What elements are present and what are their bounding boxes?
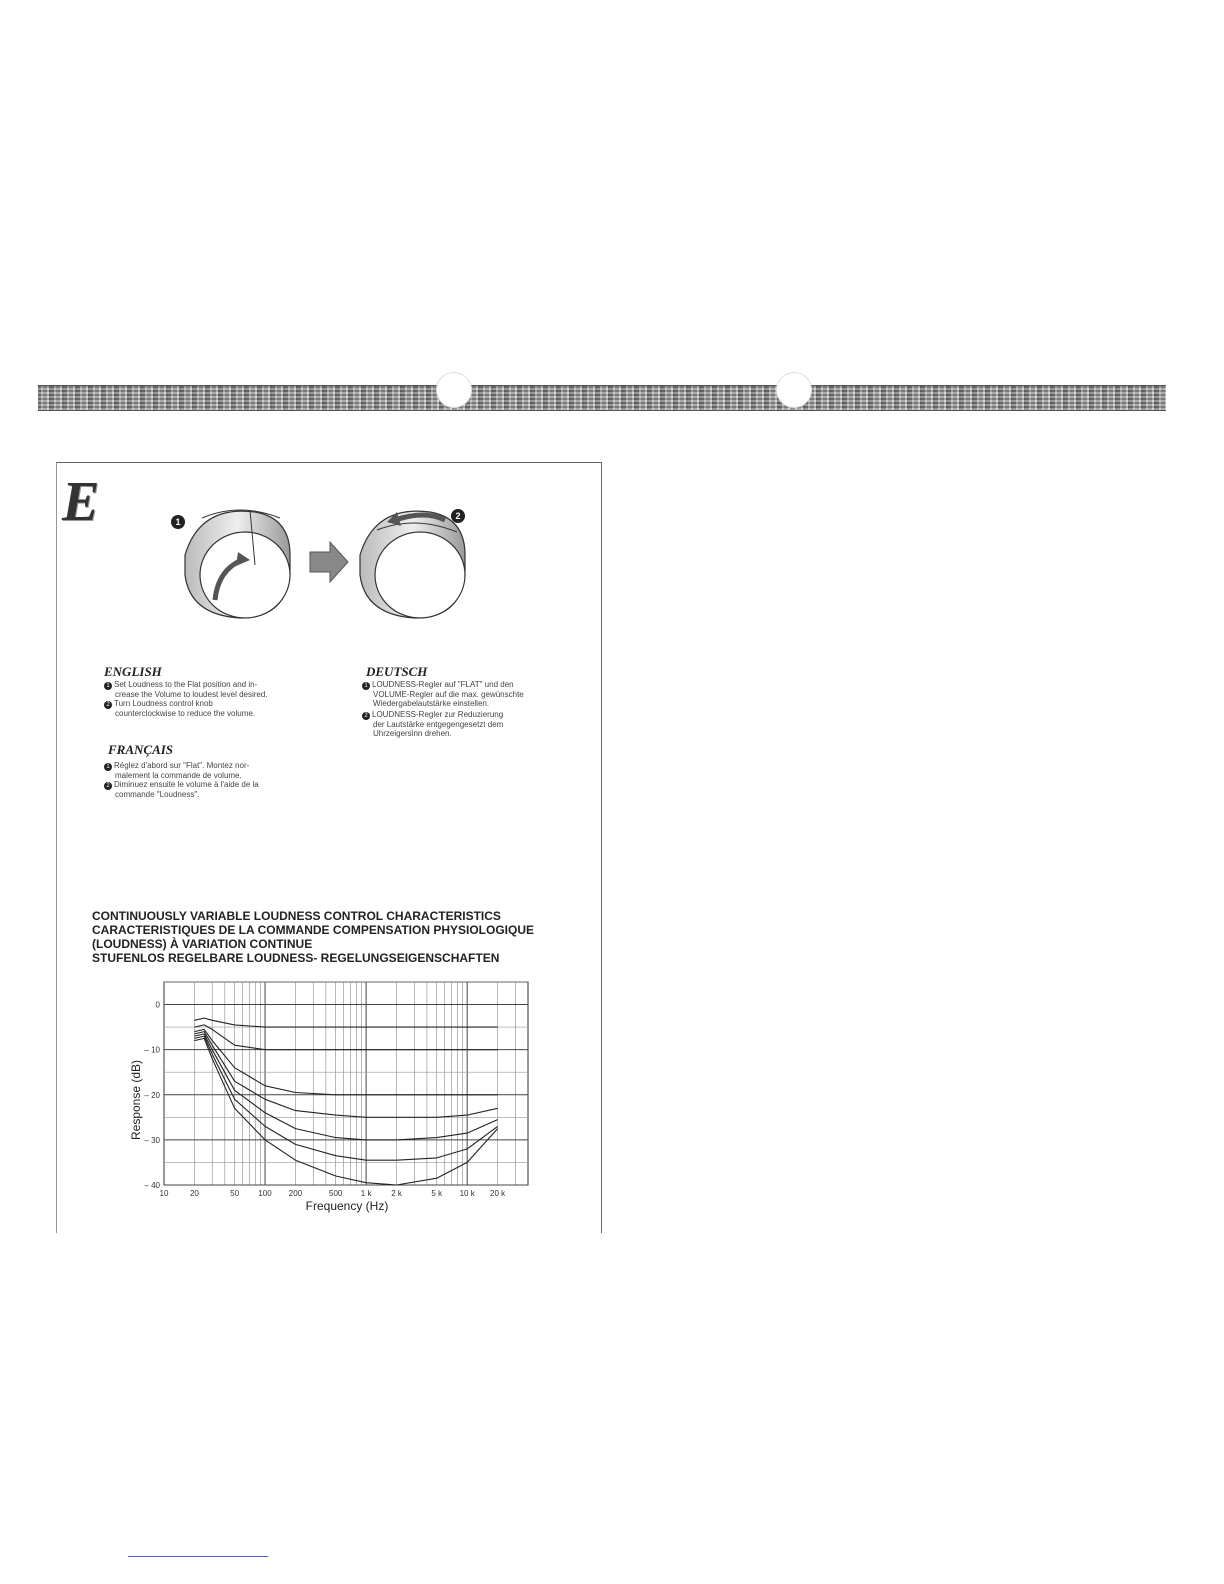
chart-curves <box>194 1018 497 1185</box>
chart-title-1: CONTINUOUSLY VARIABLE LOUDNESS CONTROL CHARACTERISTICS <box>92 909 501 923</box>
y-tick-label: – 40 <box>144 1181 160 1190</box>
arrow-right-icon <box>310 542 348 582</box>
response-curve-2 <box>194 1025 497 1050</box>
francais-step-2-line-2: commande "Loudness". <box>115 790 200 799</box>
y-axis-ticks <box>144 1001 160 1190</box>
english-step-1-line-2: crease the Volume to loudest level desired. <box>115 690 268 699</box>
knob-before-icon <box>185 510 290 618</box>
chart-title-4: STUFENLOS REGELBARE LOUDNESS- REGELUNGSEIGENSCHAFTEN <box>92 951 500 965</box>
y-tick-label: – 20 <box>144 1090 160 1100</box>
francais-step-2 <box>104 780 314 799</box>
deutsch-step-1-line-1: LOUDNESS-Regler auf "FLAT" und den <box>372 680 514 689</box>
x-tick-label: 50 <box>230 1189 240 1198</box>
footer-line <box>128 1556 268 1557</box>
deutsch-step-2-line-3: Uhrzeigersinn drehen. <box>373 729 452 738</box>
english-step-2 <box>104 699 314 718</box>
deutsch-step-2-line-2: der Lautstärke entgegengesetzt dem <box>373 720 504 729</box>
deutsch-step-1-line-3: Wiedergabelautstärke einstellen. <box>373 699 490 708</box>
chart-title-3: (LOUDNESS) À VARIATION CONTINUE <box>92 937 313 951</box>
francais-step-1-line-2: malement la commande de volume. <box>115 771 242 780</box>
francais-step-1 <box>104 761 314 780</box>
y-tick-label: – 10 <box>144 1045 160 1055</box>
x-tick-label: 500 <box>329 1189 343 1198</box>
x-tick-label: 10 k <box>459 1189 475 1198</box>
plot-frame <box>164 982 528 1185</box>
francais-heading: FRANÇAIS <box>108 742 174 757</box>
x-tick-label: 100 <box>258 1189 272 1198</box>
english-step-1-line-1: Set Loudness to the Flat position and in- <box>114 680 258 689</box>
deutsch-step-1 <box>362 680 572 708</box>
step-1-bullet-icon: 1 <box>104 763 112 771</box>
deutsch-step-2 <box>362 710 572 738</box>
english-heading: ENGLISH <box>104 664 162 679</box>
deutsch-heading: DEUTSCH <box>366 664 428 679</box>
step-number-2: 2 <box>455 511 461 521</box>
francais-step-2-line-1: Diminuez ensuite le volume à l'aide de la <box>114 780 259 789</box>
francais-step-1-line-1: Réglez d'abord sur "Flat". Montez nor- <box>114 761 250 770</box>
y-axis-label: Response (dB) <box>129 1059 143 1141</box>
x-tick-label: 200 <box>288 1189 303 1198</box>
y-tick-label: – 30 <box>144 1135 160 1145</box>
response-curve-3 <box>194 1029 497 1094</box>
response-curve-7 <box>194 1038 497 1185</box>
english-step-2-line-2: counterclockwise to reduce the volume. <box>115 709 256 718</box>
response-curve-6 <box>194 1036 497 1160</box>
step-1-bullet-icon: 1 <box>104 682 112 690</box>
section-letter: E <box>62 471 98 533</box>
knob-after-icon <box>360 511 465 618</box>
step-2-bullet-icon: 2 <box>104 782 112 790</box>
y-tick-label: 0 <box>155 1000 160 1010</box>
step-number-1: 1 <box>175 517 181 527</box>
deutsch-step-2-line-1: LOUDNESS-Regler zur Reduzierung <box>372 710 504 719</box>
response-curve-1 <box>194 1018 497 1027</box>
x-tick-label: 1 k <box>360 1189 372 1198</box>
step-2-bullet-icon: 2 <box>104 701 112 709</box>
knob-illustration <box>160 500 480 625</box>
header-strip <box>38 385 1166 411</box>
step-number-1-icon <box>171 515 185 529</box>
step-number-2-icon <box>451 509 465 523</box>
x-tick-label: 2 k <box>391 1189 402 1198</box>
deutsch-step-1-line-2: VOLUME-Regler auf die max. gewünschte <box>373 690 524 699</box>
x-tick-label: 20 <box>189 1189 199 1198</box>
loudness-chart <box>124 970 544 1220</box>
x-axis-label: Frequency (Hz) <box>305 1199 389 1213</box>
binder-hole-right <box>776 372 812 408</box>
x-axis-ticks <box>160 1189 507 1198</box>
x-tick-label: 10 <box>159 1189 169 1198</box>
x-tick-label: 20 k <box>490 1189 506 1198</box>
english-step-1 <box>104 680 314 699</box>
chart-grid <box>164 982 528 1185</box>
x-tick-label: 5 k <box>431 1189 443 1198</box>
binder-hole-left <box>436 372 472 408</box>
step-1-bullet-icon: 1 <box>362 682 370 690</box>
chart-title-2: CARACTERISTIQUES DE LA COMMANDE COMPENSATION PHYSIOLOGIQUE <box>92 923 535 937</box>
step-2-bullet-icon: 2 <box>362 712 370 720</box>
english-step-2-line-1: Turn Loudness control knob <box>114 699 213 708</box>
